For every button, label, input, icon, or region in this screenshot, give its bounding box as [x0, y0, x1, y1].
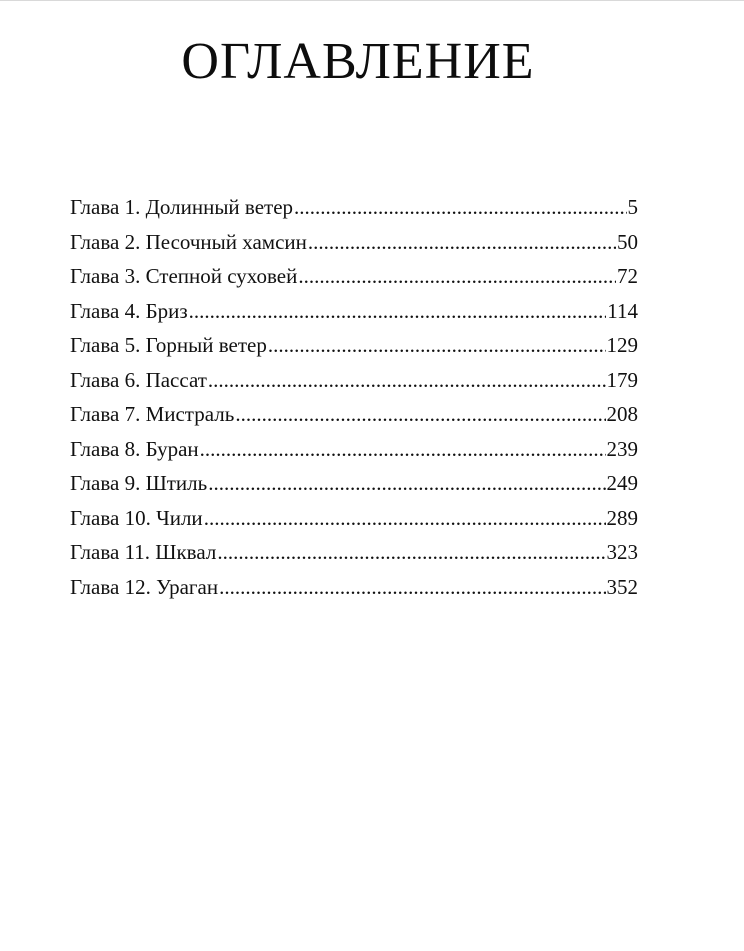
toc-entry-title: Глава 10. Чили	[70, 505, 203, 530]
toc-entry-title: Глава 3. Степной суховей	[70, 264, 298, 288]
toc-entry-title: Глава 7. Мистраль	[70, 402, 235, 426]
toc-entry-page-number: 72	[617, 264, 638, 288]
toc-dot-leader	[235, 397, 605, 432]
toc-entry[interactable]	[70, 501, 638, 536]
toc-entry-page-number: 352	[606, 574, 638, 599]
table-of-contents	[70, 190, 638, 604]
toc-entry-page-number: 114	[607, 298, 638, 323]
toc-entry-page-number: 239	[606, 436, 638, 461]
toc-entry-page-number: 249	[606, 471, 638, 495]
toc-entry[interactable]	[70, 363, 638, 398]
toc-dot-leader	[189, 294, 607, 329]
toc-entry-title: Глава 2. Песочный хамсин	[70, 229, 307, 254]
toc-entry[interactable]	[70, 535, 638, 570]
toc-entry[interactable]	[70, 466, 638, 501]
toc-entry[interactable]	[70, 328, 638, 363]
toc-dot-leader	[268, 328, 606, 363]
toc-entry[interactable]	[70, 225, 638, 260]
toc-entry-page-number: 50	[617, 229, 638, 254]
toc-entry-page-number: 289	[606, 505, 638, 530]
toc-entry-page-number: 129	[606, 333, 638, 357]
toc-entry[interactable]	[70, 259, 638, 294]
page-title: ОГЛАВЛЕНИЕ	[181, 33, 535, 90]
toc-entry-title: Глава 9. Штиль	[70, 471, 208, 495]
toc-entry-page-number: 179	[606, 367, 638, 392]
toc-dot-leader	[208, 466, 605, 501]
toc-entry-title: Глава 4. Бриз	[70, 298, 188, 323]
toc-entry[interactable]	[70, 432, 638, 467]
toc-dot-leader	[219, 570, 605, 605]
toc-dot-leader	[200, 432, 606, 467]
toc-entry[interactable]	[70, 570, 638, 605]
toc-entry-title: Глава 11. Шквал	[70, 540, 217, 564]
toc-dot-leader	[217, 535, 605, 570]
toc-entry-title: Глава 6. Пассат	[70, 367, 207, 392]
toc-dot-leader	[294, 190, 626, 225]
toc-entry-page-number: 323	[606, 540, 638, 564]
toc-dot-leader	[204, 501, 606, 536]
toc-dot-leader	[208, 363, 606, 398]
toc-entry[interactable]	[70, 397, 638, 432]
toc-entry[interactable]	[70, 294, 638, 329]
toc-dot-leader	[298, 259, 616, 294]
toc-entry-title: Глава 12. Ураган	[70, 574, 219, 599]
toc-entry-title: Глава 8. Буран	[70, 436, 199, 461]
toc-entry-page-number: 208	[606, 402, 638, 426]
toc-entry[interactable]	[70, 190, 638, 225]
toc-entry-title: Глава 1. Долинный ветер	[70, 195, 294, 219]
toc-dot-leader	[308, 225, 616, 260]
toc-entry-page-number: 5	[627, 195, 638, 219]
toc-entry-title: Глава 5. Горный ветер	[70, 333, 267, 357]
